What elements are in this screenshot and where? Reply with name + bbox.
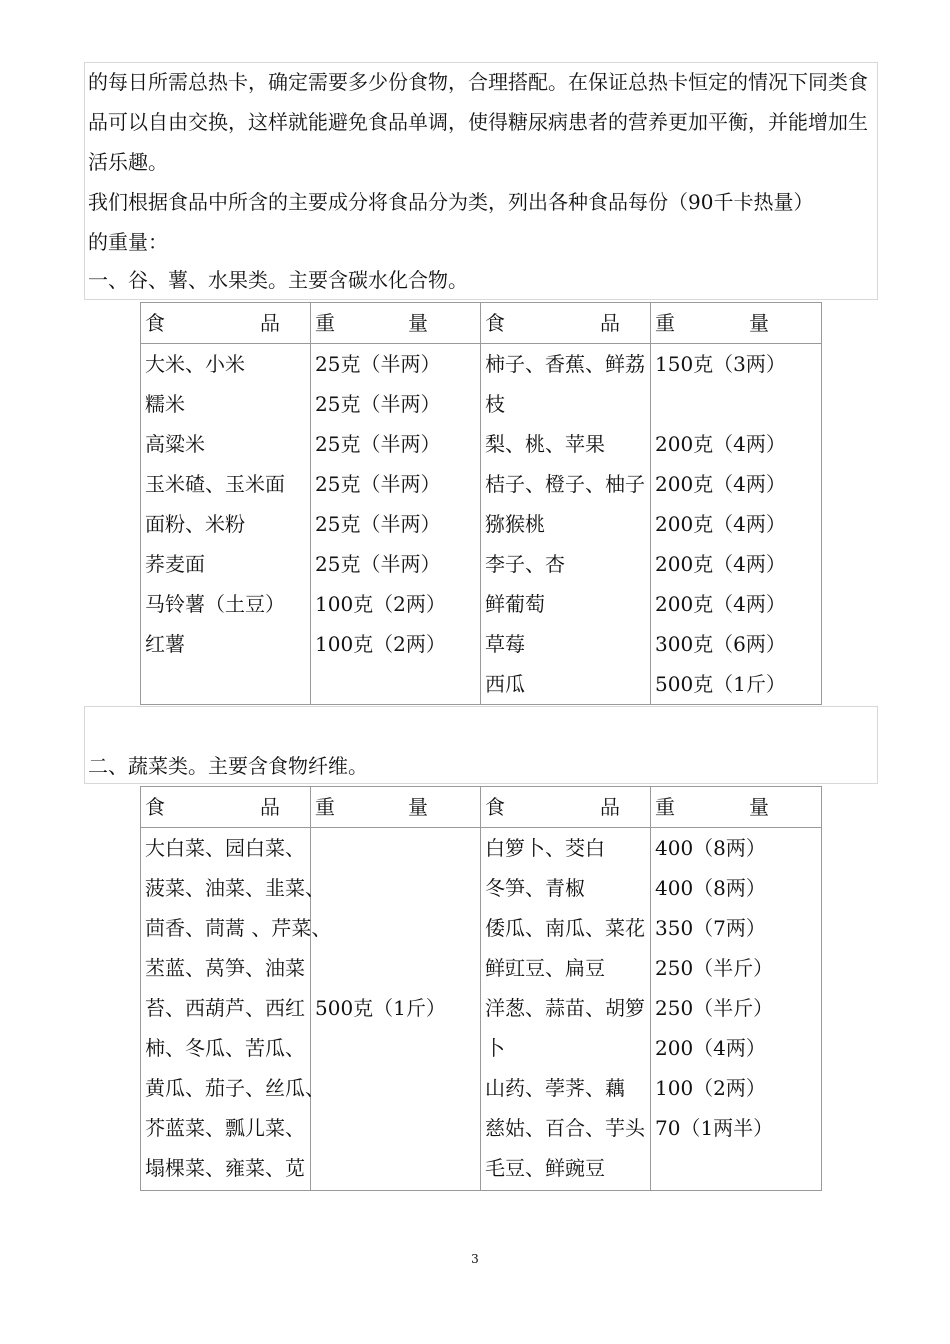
food-item: 山药、荸荠、藕	[485, 1076, 625, 1100]
intro-line-1: 的每日所需总热卡，确定需要多少份食物，合理搭配。在保证总热卡恒定的情况下同类食	[88, 70, 868, 94]
weight-item: 70（1两半）	[655, 1116, 774, 1140]
weight-item: 25克（半两）	[315, 552, 441, 576]
header-food-char-1: 食	[485, 795, 505, 819]
table-header-row	[141, 303, 822, 344]
header-food	[481, 787, 651, 828]
weight-item: 200克（4两）	[655, 432, 786, 456]
weight-item: 500克（1斤）	[655, 672, 786, 696]
table-vegetables	[140, 786, 822, 1191]
food-item: 玉米碴、玉米面	[145, 472, 285, 496]
weight-item: 25克（半两）	[315, 392, 441, 416]
header-food-char-1: 食	[485, 311, 505, 335]
right-weight-column	[651, 828, 822, 1191]
weight-item: 25克（半两）	[315, 352, 441, 376]
weight-item	[315, 1108, 480, 1148]
weight-item: 250（半斤）	[655, 956, 774, 980]
weight-item: 250（半斤）	[655, 996, 774, 1020]
left-food-column	[141, 344, 311, 705]
header-weight	[651, 303, 822, 344]
weight-item	[315, 948, 480, 988]
table-grains-fruits	[140, 302, 822, 705]
food-item: 白箩卜、茭白	[485, 836, 605, 860]
header-weight-char-2: 量	[749, 311, 769, 335]
right-food-column	[481, 828, 651, 1191]
weight-item	[315, 1148, 480, 1188]
header-food	[141, 787, 311, 828]
food-item: 大米、小米	[145, 352, 245, 376]
weight-item: 500克（1斤）	[315, 996, 446, 1020]
section1-heading: 一、谷、薯、水果类。主要含碳水化合物。	[88, 268, 468, 292]
intro-line-5: 的重量：	[88, 230, 168, 254]
weight-item	[315, 1028, 480, 1068]
header-weight-char-1: 重	[315, 311, 335, 335]
weight-item	[655, 1148, 821, 1188]
header-food-char-2: 品	[260, 311, 280, 335]
food-item: 冬笋、青椒	[485, 876, 585, 900]
header-weight-char-2: 量	[408, 795, 428, 819]
right-weight-column	[651, 344, 822, 705]
left-food-column	[141, 828, 332, 1191]
weight-item: 25克（半两）	[315, 432, 441, 456]
food-item: 芥蓝菜、瓢儿菜、	[145, 1116, 305, 1140]
weight-item: 400（8两）	[655, 876, 766, 900]
food-item: 西瓜	[485, 672, 525, 696]
food-item: 面粉、米粉	[145, 512, 245, 536]
table-body-row	[141, 344, 822, 705]
food-item: 糯米	[145, 392, 185, 416]
header-food-char-2: 品	[600, 311, 620, 335]
food-item: 苤蓝、莴笋、油菜	[145, 956, 305, 980]
weight-item: 200克（4两）	[655, 472, 786, 496]
header-weight-char-2: 量	[749, 795, 769, 819]
header-weight	[311, 303, 481, 344]
intro-line-2: 品可以自由交换，这样就能避免食品单调，使得糖尿病患者的营养更加平衡，并能增加生	[88, 110, 868, 134]
page-number: 3	[471, 1252, 479, 1266]
header-weight-char-1: 重	[655, 795, 675, 819]
food-item: 黄瓜、茄子、丝瓜、	[145, 1076, 325, 1100]
food-item: 倭瓜、南瓜、菜花	[485, 916, 645, 940]
food-item: 柿、冬瓜、苦瓜、	[145, 1036, 305, 1060]
food-item: 茴香、茼蒿 、芹菜、	[145, 916, 332, 940]
food-item: 大白菜、园白菜、	[145, 836, 305, 860]
weight-item: 100克（2两）	[315, 632, 446, 656]
weight-item: 350（7两）	[655, 916, 766, 940]
header-food-char-1: 食	[145, 311, 165, 335]
header-food-char-2: 品	[260, 795, 280, 819]
food-item: 梨、桃、苹果	[485, 432, 605, 456]
header-food	[481, 303, 651, 344]
right-food-column	[481, 344, 651, 705]
food-item: 高粱米	[145, 432, 205, 456]
food-item: 菠菜、油菜、韭菜、	[145, 876, 325, 900]
weight-item	[315, 868, 480, 908]
table-body-row	[141, 828, 822, 1191]
weight-item: 300克（6两）	[655, 632, 786, 656]
header-weight	[311, 787, 481, 828]
food-item: 柿子、香蕉、鲜荔	[485, 352, 645, 376]
weight-item: 400（8两）	[655, 836, 766, 860]
food-item: 李子、杏	[485, 552, 565, 576]
header-weight	[651, 787, 822, 828]
header-food	[141, 303, 311, 344]
section2-heading: 二、蔬菜类。主要含食物纤维。	[88, 754, 368, 778]
weight-item: 100克（2两）	[315, 592, 446, 616]
weight-item: 200克（4两）	[655, 552, 786, 576]
weight-item: 100（2两）	[655, 1076, 766, 1100]
food-item: 鲜葡萄	[485, 592, 545, 616]
table-header-row	[141, 787, 822, 828]
left-weight-column	[311, 344, 481, 705]
left-weight-column	[311, 828, 481, 1191]
weight-item: 200克（4两）	[655, 512, 786, 536]
food-item: 红薯	[145, 632, 185, 656]
weight-item: 25克（半两）	[315, 472, 441, 496]
weight-item: 150克（3两）	[655, 352, 786, 376]
header-food-char-1: 食	[145, 795, 165, 819]
intro-line-4: 我们根据食品中所含的主要成分将食品分为类，列出各种食品每份（90千卡热量）	[88, 190, 814, 214]
weight-item	[315, 1068, 480, 1108]
food-item: 鲜豇豆、扁豆	[485, 956, 605, 980]
weight-item: 25克（半两）	[315, 512, 441, 536]
weight-item: 200（4两）	[655, 1036, 766, 1060]
food-item: 草莓	[485, 632, 525, 656]
header-weight-char-1: 重	[315, 795, 335, 819]
food-item: 卜	[485, 1036, 505, 1060]
intro-line-3: 活乐趣。	[88, 150, 168, 174]
header-weight-char-2: 量	[408, 311, 428, 335]
header-weight-char-1: 重	[655, 311, 675, 335]
food-item: 洋葱、蒜苗、胡箩	[485, 996, 645, 1020]
food-item: 枝	[485, 392, 505, 416]
food-item: 荞麦面	[145, 552, 205, 576]
food-item: 塌棵菜、雍菜、苋	[145, 1156, 305, 1180]
weight-item	[315, 828, 480, 868]
food-item: 慈姑、百合、芋头	[485, 1116, 645, 1140]
food-item: 苔、西葫芦、西红	[145, 996, 305, 1020]
food-item: 马铃薯（土豆）	[145, 592, 285, 616]
food-item: 毛豆、鲜豌豆	[485, 1156, 605, 1180]
food-item: 桔子、橙子、柚子	[485, 472, 645, 496]
intro-frame	[84, 62, 878, 300]
weight-item	[315, 908, 480, 948]
weight-item	[655, 384, 821, 424]
weight-item: 200克（4两）	[655, 592, 786, 616]
food-item: 猕猴桃	[485, 512, 545, 536]
header-food-char-2: 品	[600, 795, 620, 819]
